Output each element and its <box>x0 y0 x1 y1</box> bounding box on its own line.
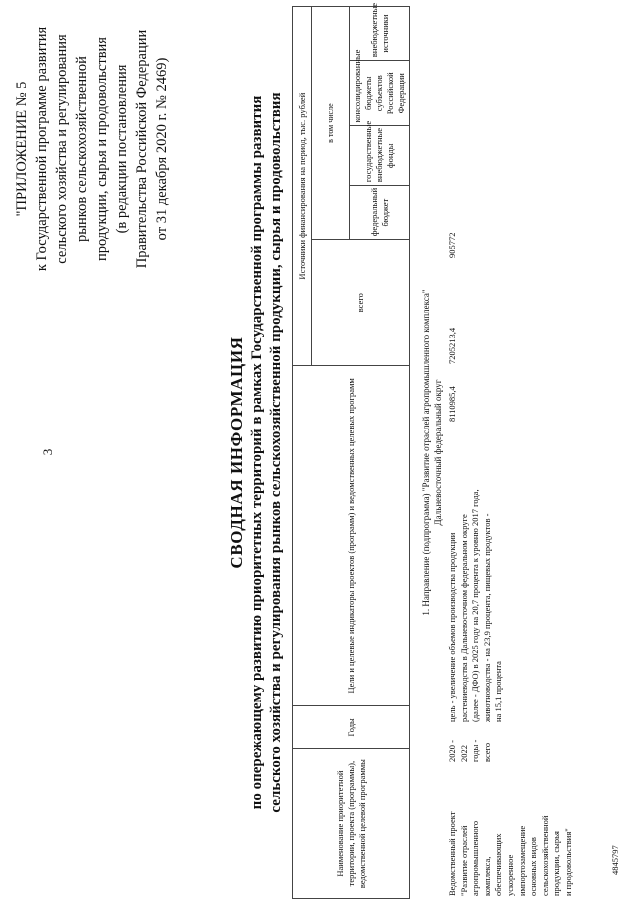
header-sources: Источники финансирования на период, тыс. рублей <box>293 7 312 366</box>
appendix-line: к Государственной программе развития <box>34 26 50 272</box>
document-number: 4845797 <box>610 845 620 875</box>
row-goal <box>447 426 505 722</box>
header-federal: федеральный бюджет <box>350 186 410 240</box>
title-subheading-2: сельского хозяйства и регулирования рынков сельскохозяйственной продукции, сырья и продовольствия <box>268 92 284 813</box>
section-direction: 1. Направление (подпрограмма) "Развитие отраслей агропромышленного комплекса" <box>421 289 431 616</box>
text-line: растениеводства в Дальневосточном федеральном округе <box>458 514 469 722</box>
row-federal: 7205213,4 <box>447 327 457 364</box>
row-project-name <box>447 768 575 896</box>
header-name: Наименование приоритетной территории, проекта (программы), ведомственной целевой программы <box>293 749 410 899</box>
row-total: 8110985,4 <box>447 386 457 422</box>
text-line: на 15,1 процента <box>493 661 504 722</box>
text-line: годы - <box>470 739 481 762</box>
appendix-line: "ПРИЛОЖЕНИЕ № 5 <box>14 81 30 217</box>
financing-table-header <box>292 2 410 899</box>
text-line: ускоренное <box>504 854 515 896</box>
header-total: всего <box>312 240 410 366</box>
text-line: всего <box>481 742 492 762</box>
appendix-line: продукции, сырья и продовольствия <box>94 37 110 261</box>
text-line: основных видов <box>528 837 539 896</box>
appendix-line: от 31 декабря 2020 г. № 2469) <box>154 57 170 241</box>
header-extra: внебюджетные источники <box>350 7 410 61</box>
text-line: комплекса, <box>481 856 492 896</box>
text-line: сельскохозяйственной <box>539 815 550 896</box>
text-line: 2022 <box>458 745 469 762</box>
section-district: Дальневосточный федеральный округ <box>433 379 443 526</box>
title-subheading-1: по опережающему развитию приоритетных территорий в рамках Государственной программы развития <box>249 95 265 810</box>
text-line: продукции, сырья <box>551 831 562 896</box>
appendix-line: рынков сельскохозяйственной <box>74 56 90 242</box>
appendix-line: (в редакции постановления <box>114 64 130 234</box>
header-including: в том числе <box>312 7 350 240</box>
text-line: цель - увеличение объемов производства продукции <box>447 532 457 722</box>
text-line: (далее - ДФО) в 2025 году на 20,7 процента к уровню 2017 года, <box>470 489 481 722</box>
text-line: агропромышленного <box>470 820 481 896</box>
appendix-header <box>12 19 172 279</box>
title-heading: СВОДНАЯ ИНФОРМАЦИЯ <box>227 336 246 569</box>
header-regional: консолидированные бюджеты субъектов Российской Федерации <box>350 61 410 126</box>
text-line: обеспечивающих <box>493 833 504 896</box>
text-line: животноводства - на 23,9 процента, пищевых продуктов - <box>481 513 492 722</box>
text-line: "Развитие отраслей <box>458 825 469 896</box>
row-regional: 905772 <box>447 232 457 258</box>
text-line: и продовольствия" <box>562 828 573 896</box>
row-years <box>447 728 493 762</box>
document-title <box>226 6 286 899</box>
header-goals: Цели и целевые индикаторы проектов (программ) и ведомственных целевых программ <box>293 366 410 706</box>
section-heading <box>420 6 444 899</box>
text-line: импортозамещение <box>516 825 527 896</box>
header-state-funds: государственные внебюджетные фонды <box>350 126 410 186</box>
header-years: Годы <box>293 706 410 749</box>
text-line: Ведомственный проект <box>447 811 457 896</box>
appendix-line: Правительства Российской Федерации <box>134 29 150 269</box>
text-line: 2020 - <box>447 740 457 762</box>
page-number: 3 <box>40 448 55 456</box>
appendix-line: сельского хозяйства и регулирования <box>54 34 70 264</box>
